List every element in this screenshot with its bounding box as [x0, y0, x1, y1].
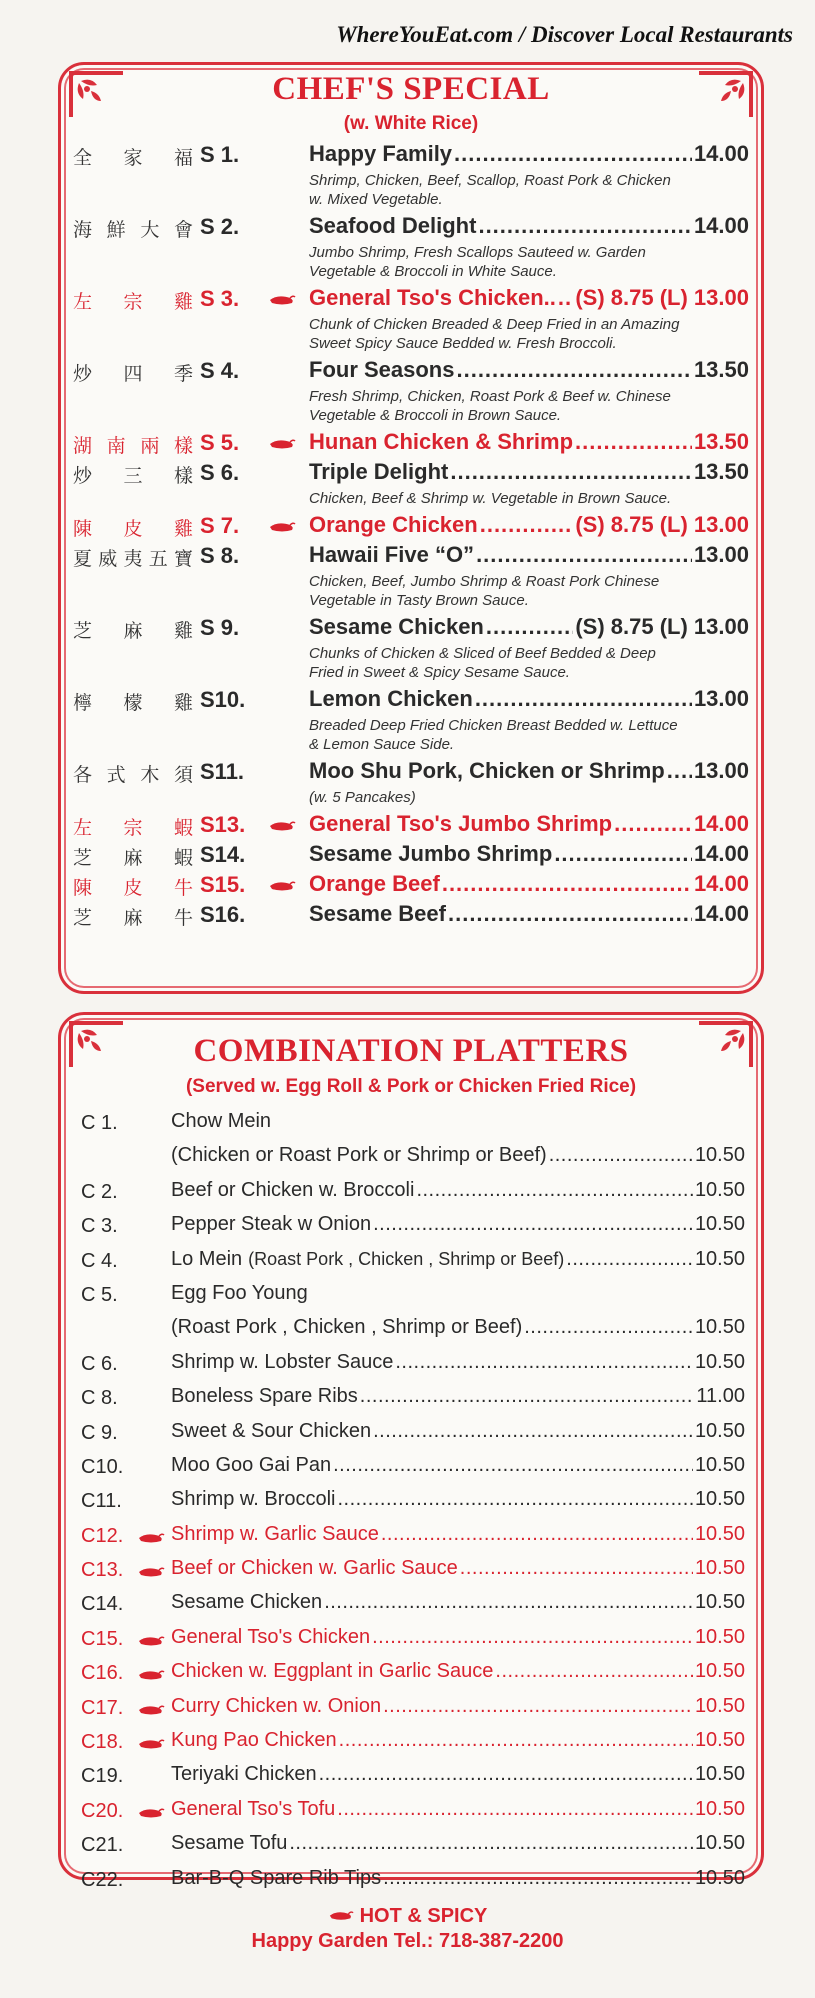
item-price: 10.50 [694, 1694, 745, 1717]
combo-item[interactable] [81, 1523, 745, 1557]
dot-leader [558, 285, 573, 311]
dot-leader [454, 141, 692, 167]
item-name: Moo Goo Gai Pan [171, 1453, 332, 1476]
chinese-char: 左 [73, 817, 93, 839]
menu-item[interactable] [73, 213, 749, 285]
dot-leader [373, 1213, 693, 1236]
chinese-char: 大 [140, 219, 160, 241]
item-code: C 6. [81, 1352, 118, 1375]
combo-item[interactable] [81, 1248, 745, 1282]
chinese-char: 威 [98, 548, 118, 570]
menu-item[interactable] [73, 512, 749, 542]
dot-leader [456, 357, 691, 383]
chinese-char: 陳 [73, 518, 93, 540]
item-name: General Tso's Tofu [171, 1797, 336, 1820]
menu-item[interactable] [73, 871, 749, 901]
item-name: Chow Mein [171, 1110, 272, 1132]
item-description: Chunks of Chicken & Sliced of Beef Bedded & Deep Fried in Sweet & Spicy Sesame Sauce. [309, 645, 656, 681]
chinese-char: 鮮 [106, 219, 126, 241]
item-price: 14.00 [693, 841, 749, 866]
item-code: C 1. [81, 1112, 118, 1134]
item-code: S 7. [200, 513, 240, 538]
item-name: Boneless Spare Ribs [171, 1385, 358, 1408]
item-name: Sesame Chicken [171, 1591, 323, 1614]
item-name: General Tso's Jumbo Shrimp [309, 811, 613, 836]
chinese-name [73, 873, 193, 900]
dot-leader [549, 1144, 693, 1167]
chinese-char: 芝 [73, 847, 93, 869]
item-code: S 2. [200, 214, 240, 239]
item-name: Shrimp w. Lobster Sauce [171, 1350, 394, 1373]
chinese-char: 雞 [173, 291, 193, 313]
item-code: C20. [81, 1799, 124, 1822]
item-price: 10.50 [694, 1316, 745, 1339]
chinese-char: 牛 [173, 907, 193, 929]
chinese-char: 夏 [73, 548, 93, 570]
item-name: Shrimp w. Broccoli [171, 1488, 336, 1511]
dot-leader [448, 901, 692, 927]
chinese-name [73, 215, 193, 242]
chinese-char: 牛 [173, 877, 193, 899]
item-price: 13.50 [693, 429, 749, 454]
combo-item[interactable] [81, 1729, 745, 1763]
chinese-name [73, 359, 193, 386]
restaurant-phone: Happy Garden Tel.: 718-387-2200 [251, 1930, 564, 1952]
chinese-char: 南 [106, 435, 126, 457]
item-name: Four Seasons [309, 357, 455, 382]
chinese-char: 麻 [123, 620, 143, 642]
combo-item[interactable] [81, 1832, 745, 1866]
combo-item[interactable] [81, 1695, 745, 1729]
item-code: C13. [81, 1559, 124, 1582]
section-subtitle: (Served w. Egg Roll & Pork or Chicken Fried Rice) [185, 1076, 637, 1097]
item-code: S 6. [200, 460, 240, 485]
chinese-char: 木 [140, 764, 160, 786]
chinese-char: 麻 [123, 847, 143, 869]
item-price: 10.50 [694, 1453, 745, 1476]
menu-item[interactable] [73, 542, 749, 614]
item-code: S10. [200, 687, 246, 712]
item-price: (S) 8.75 (L) 13.00 [575, 285, 749, 310]
item-price: 10.50 [694, 1832, 745, 1855]
item-code: S 8. [200, 543, 240, 568]
chinese-char: 炒 [73, 363, 93, 385]
item-code: S 5. [200, 430, 240, 455]
chinese-char: 檸 [73, 692, 93, 714]
menu-item[interactable] [73, 141, 749, 213]
dot-leader [383, 1695, 693, 1718]
chinese-char: 芝 [73, 620, 93, 642]
item-price: 10.50 [694, 1522, 745, 1545]
chinese-char: 兩 [140, 435, 160, 457]
item-note: (Roast Pork , Chicken , Shrimp or Beef) [248, 1248, 565, 1269]
footer [0, 1905, 815, 1953]
menu-item[interactable] [73, 901, 749, 931]
item-name: Orange Chicken [309, 512, 478, 537]
item-price: 10.50 [694, 1488, 745, 1511]
item-price: 13.00 [693, 758, 749, 783]
dot-leader [667, 758, 692, 784]
pepper-icon [137, 1669, 165, 1683]
combo-item[interactable] [81, 1660, 745, 1694]
dot-leader [566, 1248, 693, 1271]
chinese-char: 蝦 [173, 817, 193, 839]
dot-leader [460, 1557, 693, 1580]
chinese-char: 麻 [123, 907, 143, 929]
combo-item[interactable] [81, 1454, 745, 1488]
item-code: S14. [200, 842, 246, 867]
hot-spicy-legend: HOT & SPICY [359, 1905, 488, 1927]
item-name: General Tso's Chicken [171, 1625, 371, 1648]
item-code: C 9. [81, 1421, 118, 1444]
combo-item[interactable] [81, 1557, 745, 1591]
item-code: C19. [81, 1765, 124, 1788]
item-code: C11. [81, 1490, 122, 1513]
chinese-name [73, 287, 193, 314]
item-description: Chicken, Beef & Shrimp w. Vegetable in Brown Sauce. [309, 490, 672, 507]
item-price: 10.50 [694, 1557, 745, 1580]
item-code: C16. [81, 1662, 124, 1685]
chinese-name [73, 760, 193, 787]
item-price: 10.50 [694, 1591, 745, 1614]
chinese-char: 海 [73, 219, 93, 241]
item-name: Shrimp w. Garlic Sauce [171, 1522, 379, 1545]
chinese-char: 雞 [173, 620, 193, 642]
chinese-char: 須 [173, 764, 193, 786]
combo-item[interactable] [81, 1488, 745, 1522]
dot-leader [360, 1385, 695, 1408]
pepper-icon [268, 521, 296, 535]
dot-leader [480, 512, 574, 538]
menu-item[interactable] [73, 811, 749, 841]
item-name: (Chicken or Roast Pork or Shrimp or Beef) [171, 1144, 547, 1167]
item-code: S16. [200, 902, 246, 927]
chinese-name [73, 431, 193, 458]
dot-leader [476, 542, 692, 568]
item-description: Jumbo Shrimp, Fresh Scallops Sauteed w. Garden Vegetable & Broccoli in White Sauce. [309, 244, 646, 280]
chinese-char: 宗 [123, 291, 143, 313]
chinese-char: 季 [173, 363, 193, 385]
chinese-name [73, 544, 193, 571]
item-name: Happy Family [309, 141, 453, 166]
pepper-icon [137, 1738, 165, 1752]
chinese-name [73, 688, 193, 715]
item-price: 14.00 [693, 141, 749, 166]
item-price: (S) 8.75 (L) 13.00 [575, 512, 749, 537]
chinese-char: 皮 [123, 877, 143, 899]
dot-leader [575, 429, 692, 455]
dot-leader [324, 1591, 693, 1614]
combo-item[interactable] [81, 1213, 745, 1247]
combo-item[interactable] [81, 1867, 745, 1901]
combo-item[interactable] [81, 1420, 745, 1454]
combo-item[interactable] [81, 1282, 745, 1316]
chinese-char: 福 [173, 147, 193, 169]
item-name: Orange Beef [309, 871, 440, 896]
chef-special-list [73, 141, 749, 931]
pepper-icon [137, 1807, 165, 1821]
pepper-icon [268, 438, 296, 452]
item-price: 10.50 [694, 1178, 745, 1201]
section-title: COMBINATION PLATTERS [193, 1033, 629, 1069]
item-code: S11. [200, 759, 245, 784]
chinese-char: 芝 [73, 907, 93, 929]
item-price: 10.50 [694, 1797, 745, 1820]
item-price: 10.50 [694, 1247, 745, 1270]
chinese-char: 寶 [173, 548, 193, 570]
item-code: S15. [200, 872, 246, 897]
item-name: Triple Delight [309, 459, 449, 484]
item-code: C18. [81, 1731, 124, 1754]
item-price: 10.50 [694, 1729, 745, 1752]
dot-leader [373, 1420, 693, 1443]
combo-item[interactable] [81, 1144, 745, 1178]
chinese-char: 四 [123, 363, 143, 385]
item-code: S 1. [200, 142, 240, 167]
dot-leader [338, 1488, 693, 1511]
chinese-char: 家 [123, 147, 143, 169]
menu-item[interactable] [73, 429, 749, 459]
menu-item[interactable] [73, 686, 749, 758]
item-name: Sesame Chicken [309, 614, 484, 639]
chef-special-panel [58, 62, 764, 994]
chinese-char: 皮 [123, 518, 143, 540]
item-price: 10.50 [694, 1213, 745, 1236]
section-title: CHEF'S SPECIAL [272, 71, 550, 107]
chinese-char: 樣 [173, 465, 193, 487]
item-description: Chunk of Chicken Breaded & Deep Fried in an Amazing Sweet Spicy Sauce Bedded w. Fresh Broccoli. [309, 316, 680, 352]
chinese-name [73, 461, 193, 488]
item-code: C17. [81, 1696, 124, 1719]
item-description: Shrimp, Chicken, Beef, Scallop, Roast Pork & Chicken w. Mixed Vegetable. [309, 172, 671, 208]
item-price: 14.00 [693, 901, 749, 926]
combo-item[interactable] [81, 1179, 745, 1213]
dot-leader [554, 841, 692, 867]
chinese-char: 湖 [73, 435, 93, 457]
combo-item[interactable] [81, 1110, 745, 1144]
item-price: 14.00 [693, 811, 749, 836]
item-code: C12. [81, 1524, 124, 1547]
chinese-char: 左 [73, 291, 93, 313]
item-name: Lemon Chicken [309, 686, 473, 711]
item-code: C 2. [81, 1180, 118, 1203]
item-name: (Roast Pork , Chicken , Shrimp or Beef) [171, 1316, 523, 1339]
dot-leader [339, 1729, 693, 1752]
menu-item[interactable] [73, 614, 749, 686]
chinese-name [73, 616, 193, 643]
item-price: 13.00 [693, 686, 749, 711]
dot-leader [524, 1316, 693, 1339]
item-description: Chicken, Beef, Jumbo Shrimp & Roast Pork Chinese Vegetable in Tasty Brown Sauce. [309, 573, 660, 609]
item-name: Sesame Jumbo Shrimp [309, 841, 553, 866]
item-name: Moo Shu Pork, Chicken or Shrimp [309, 758, 665, 783]
dot-leader [383, 1867, 693, 1890]
combination-panel [58, 1012, 764, 1891]
chinese-char: 五 [148, 548, 168, 570]
dot-leader [289, 1832, 693, 1855]
dot-leader [478, 213, 691, 239]
chinese-char: 會 [173, 219, 193, 241]
combination-list [81, 1110, 745, 1901]
item-code: C15. [81, 1627, 124, 1650]
chinese-char: 夷 [123, 548, 143, 570]
item-code: S13. [200, 812, 246, 837]
item-code: C 5. [81, 1283, 118, 1306]
item-description: Fresh Shrimp, Chicken, Roast Pork & Beef w. Chinese Vegetable & Broccoli in Brown Sauce. [309, 388, 671, 424]
item-name: Lo Mein [171, 1247, 243, 1270]
chinese-char: 三 [123, 465, 143, 487]
menu-item[interactable] [73, 285, 749, 357]
item-price: 14.00 [693, 213, 749, 238]
pepper-icon [268, 294, 296, 308]
chinese-name [73, 514, 193, 541]
item-name: Sesame Beef [309, 901, 446, 926]
combo-item[interactable] [81, 1626, 745, 1660]
item-code: S 3. [200, 286, 240, 311]
item-name: Sesame Tofu [171, 1832, 288, 1855]
pepper-icon [137, 1566, 165, 1580]
chinese-char: 雞 [173, 518, 193, 540]
dot-leader [333, 1454, 693, 1477]
dot-leader [442, 871, 692, 897]
item-name: Pepper Steak w Onion [171, 1213, 372, 1236]
dot-leader [486, 614, 573, 640]
item-price: 10.50 [694, 1763, 745, 1786]
combo-item[interactable] [81, 1316, 745, 1350]
pepper-icon [328, 1910, 354, 1923]
chinese-name [73, 843, 193, 870]
item-name: Teriyaki Chicken [171, 1763, 317, 1786]
item-name: Beef or Chicken w. Broccoli [171, 1178, 415, 1201]
item-description: (w. 5 Pancakes) [309, 789, 416, 806]
item-price: 14.00 [693, 871, 749, 896]
item-price: 13.00 [693, 542, 749, 567]
combo-item[interactable] [81, 1351, 745, 1385]
menu-item[interactable] [73, 758, 749, 811]
item-name: Hunan Chicken & Shrimp [309, 429, 574, 454]
item-name: Beef or Chicken w. Garlic Sauce [171, 1557, 458, 1580]
chinese-char: 陳 [73, 877, 93, 899]
item-price: 10.50 [694, 1350, 745, 1373]
item-code: C 8. [81, 1387, 118, 1410]
dot-leader [416, 1179, 693, 1202]
dot-leader [337, 1798, 693, 1821]
chinese-name [73, 143, 193, 170]
pepper-icon [137, 1532, 165, 1546]
item-name: General Tso's Chicken.. [309, 285, 556, 310]
dot-leader [614, 811, 692, 837]
chinese-char: 式 [106, 764, 126, 786]
item-code: C22. [81, 1868, 124, 1891]
item-price: 13.50 [693, 459, 749, 484]
dot-leader [395, 1351, 693, 1374]
item-price: 11.00 [696, 1385, 745, 1408]
chinese-char: 蝦 [173, 847, 193, 869]
item-code: C10. [81, 1455, 124, 1478]
item-name: Chicken w. Eggplant in Garlic Sauce [171, 1660, 494, 1683]
chinese-name [73, 813, 193, 840]
item-name: Kung Pao Chicken [171, 1729, 337, 1752]
item-price: 10.50 [694, 1866, 745, 1889]
chinese-char: 炒 [73, 465, 93, 487]
chinese-char: 宗 [123, 817, 143, 839]
pepper-icon [137, 1635, 165, 1649]
item-name: Hawaii Five “O” [309, 542, 475, 567]
combo-item[interactable] [81, 1591, 745, 1625]
item-code: C 3. [81, 1215, 118, 1238]
pepper-icon [268, 820, 296, 834]
combo-item[interactable] [81, 1385, 745, 1419]
item-name: Egg Foo Young [171, 1281, 308, 1304]
item-code: S 4. [200, 358, 240, 383]
item-description: Breaded Deep Fried Chicken Breast Bedded w. Lettuce & Lemon Sauce Side. [309, 717, 678, 753]
item-price: 10.50 [694, 1660, 745, 1683]
item-price: 10.50 [694, 1419, 745, 1442]
dot-leader [450, 459, 692, 485]
chinese-name [73, 903, 193, 930]
chinese-char: 檬 [123, 692, 143, 714]
item-name: Seafood Delight [309, 213, 477, 238]
pepper-icon [137, 1704, 165, 1718]
dot-leader [475, 686, 692, 712]
dot-leader [372, 1626, 693, 1649]
item-code: C 4. [81, 1249, 118, 1272]
chinese-char: 樣 [173, 435, 193, 457]
combo-item[interactable] [81, 1798, 745, 1832]
item-name: Sweet & Sour Chicken [171, 1419, 372, 1442]
dot-leader [381, 1523, 693, 1546]
section-subtitle: (w. White Rice) [343, 113, 479, 134]
item-code: S 9. [200, 615, 240, 640]
item-price: 13.50 [693, 357, 749, 382]
item-code: C21. [81, 1834, 124, 1857]
chinese-char: 全 [73, 147, 93, 169]
menu-item[interactable] [73, 459, 749, 512]
combo-item[interactable] [81, 1763, 745, 1797]
item-price: 10.50 [694, 1625, 745, 1648]
chinese-char: 雞 [173, 692, 193, 714]
pepper-icon [268, 880, 296, 894]
item-code: C14. [81, 1593, 124, 1616]
dot-leader [319, 1763, 693, 1786]
item-name: Bar-B-Q Spare Rib Tips [171, 1866, 382, 1889]
dot-leader [495, 1660, 693, 1683]
site-header[interactable]: WhereYouEat.com / Discover Local Restaurants [336, 22, 793, 47]
menu-item[interactable] [73, 357, 749, 429]
menu-item[interactable] [73, 841, 749, 871]
item-name: Curry Chicken w. Onion [171, 1694, 382, 1717]
item-price: 10.50 [694, 1144, 745, 1167]
chinese-char: 各 [73, 764, 93, 786]
item-price: (S) 8.75 (L) 13.00 [575, 614, 749, 639]
